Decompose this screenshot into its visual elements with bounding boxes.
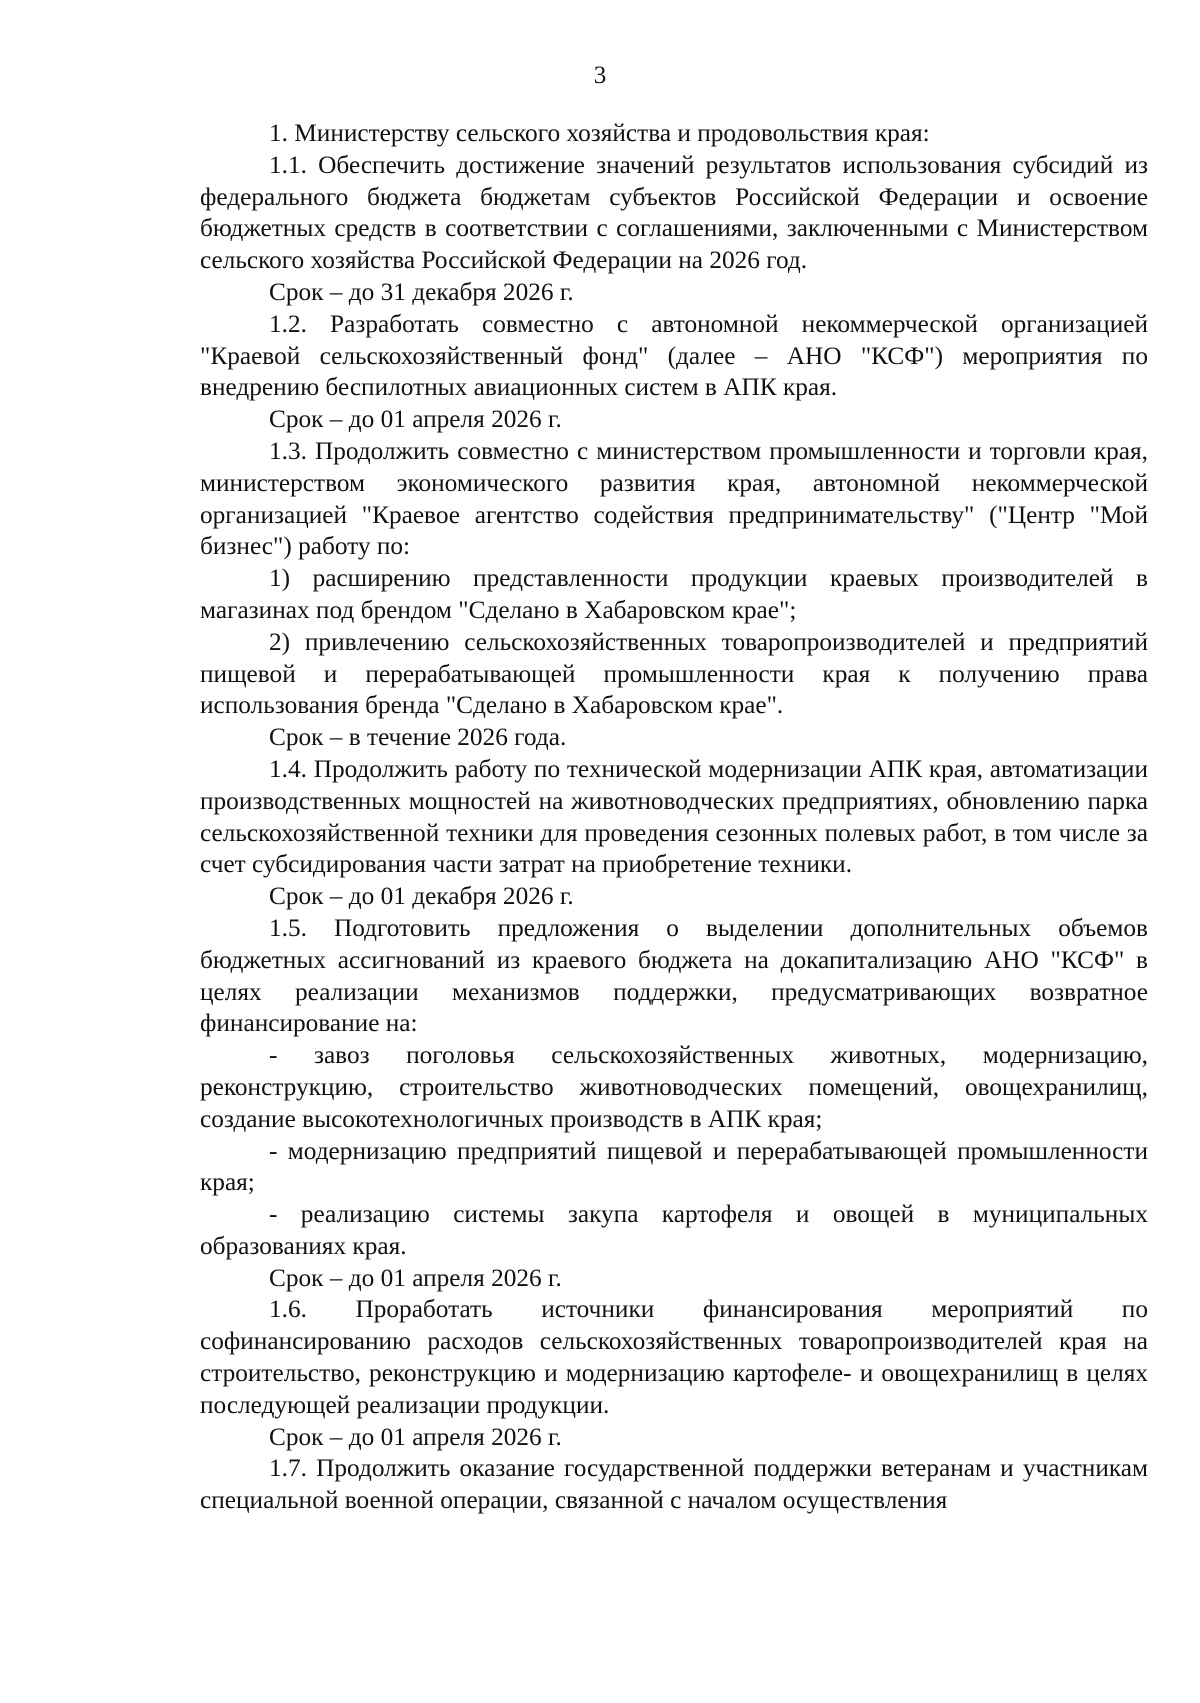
deadline-1-3: Срок – в течение 2026 года.	[269, 723, 567, 752]
paragraph-1-2: 1.2. Разработать совместно с автономной некоммерческой организацией "Краевой сельскохозяйственный фонд" (далее – АНО "КСФ") мероприятия по внедрению беспилотных авиационных систем в АПК края.	[200, 309, 1148, 402]
paragraph-1-5-item-3: - реализацию системы закупа картофеля и овощей в муниципальных образованиях края.	[200, 1200, 1148, 1260]
deadline-1-5: Срок – до 01 апреля 2026 г.	[269, 1263, 562, 1292]
document-body	[200, 118, 1148, 1517]
paragraph-1-3: 1.3. Продолжить совместно с министерством промышленности и торговли края, министерством экономического развития края, автономной некоммерческой организацией "Краевое агентство содействия предпринимательству" ("Центр "Мой бизнес") работу по:	[200, 436, 1148, 561]
paragraph-1-7: 1.7. Продолжить оказание государственной поддержки ветеранам и участникам специальной военной операции, связанной с началом осуществления	[200, 1454, 1148, 1515]
deadline-1-1: Срок – до 31 декабря 2026 г.	[269, 277, 574, 306]
paragraph-1-6: 1.6. Проработать источники финансирования мероприятий по софинансированию расходов сельскохозяйственных товаропроизводителей края на строительство, реконструкцию и модернизацию картофеле- и овощехранилищ в целях последующей реализации продукции.	[200, 1295, 1148, 1419]
paragraph-1-5: 1.5. Подготовить предложения о выделении дополнительных объемов бюджетных ассигнований из краевого бюджета на докапитализацию АНО "КСФ" в целях реализации механизмов поддержки, предусматривающих возвратное финансирование на:	[200, 913, 1148, 1038]
paragraph-1-5-item-1: - завоз поголовья сельскохозяйственных животных, модернизацию, реконструкцию, строительство животноводческих помещений, овощехранилищ, создание высокотехнологичных производств в АПК края;	[200, 1041, 1148, 1133]
deadline-1-6: Срок – до 01 апреля 2026 г.	[269, 1422, 562, 1451]
deadline-1-4: Срок – до 01 декабря 2026 г.	[269, 882, 574, 911]
paragraph-1: 1. Министерству сельского хозяйства и продовольствия края:	[269, 119, 930, 147]
paragraph-1-4: 1.4. Продолжить работу по технической модернизации АПК края, автоматизации производственных мощностей на животноводческих предприятиях, обновлению парка сельскохозяйственной техники для проведения сезонных полевых работ, в том числе за счет субсидирования части затрат на приобретение техники.	[200, 754, 1148, 879]
paragraph-1-1: 1.1. Обеспечить достижение значений результатов использования субсидий из федерального бюджета бюджетам субъектов Российской Федерации и освоение бюджетных средств в соответствии с соглашениями, заключенными с Министерством сельского хозяйства Российской Федерации на 2026 год.	[200, 150, 1148, 275]
paragraph-1-3-item-1: 1) расширению представленности продукции краевых производителей в магазинах под брендом "Сделано в Хабаровском крае";	[200, 564, 1148, 624]
page-number: 3	[593, 62, 607, 89]
paragraph-1-5-item-2: - модернизацию предприятий пищевой и перерабатывающей промышленности края;	[200, 1136, 1148, 1197]
paragraph-1-3-item-2: 2) привлечению сельскохозяйственных товаропроизводителей и предприятий пищевой и перерабатывающей промышленности края к получению права использования бренда "Сделано в Хабаровском крае".	[200, 627, 1148, 720]
deadline-1-2: Срок – до 01 апреля 2026 г.	[269, 405, 562, 434]
